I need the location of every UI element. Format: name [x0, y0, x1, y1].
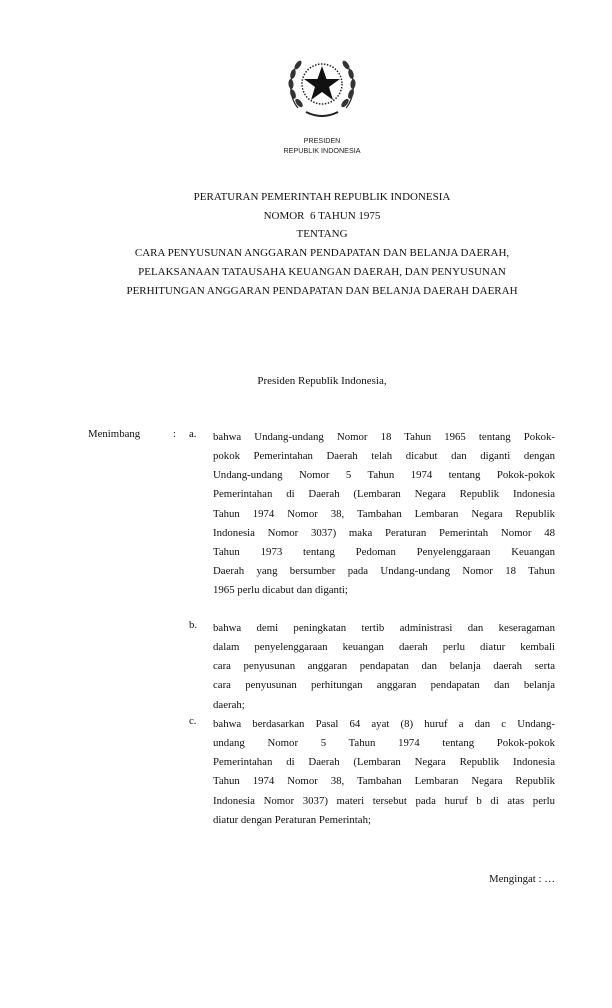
text-line: Tahun 1974 Nomor 38, Tambahan Lembaran Negara Republik: [213, 775, 555, 788]
emblem-caption-line1: PRESIDEN: [303, 136, 341, 145]
text-line: bahwa demi peningkatan tertib administrasi dan keseragaman: [213, 622, 555, 634]
item-text: [213, 619, 555, 715]
continuation-note: Mengingat : …: [489, 873, 555, 885]
text-line: Tahun 1973 tentang Pedoman Penyelenggaraan Keuangan: [213, 545, 555, 558]
emblem-caption-line2: REPUBLIK INDONESIA: [283, 146, 361, 155]
text-line: Indonesia Nomor 3037) maka Peraturan Pemerintah Nomor 48: [213, 526, 555, 539]
text-line: bahwa berdasarkan Pasal 64 ayat (8) huruf a dan c Undang-: [213, 718, 555, 730]
text-line: Pemerintahan di Daerah (Lembaran Negara Republik Indonesia: [213, 756, 555, 769]
item-marker: c.: [189, 715, 197, 727]
text-line: pokok Pemerintahan Daerah telah dicabut dan diganti dengan: [213, 450, 555, 463]
item-text: [213, 715, 555, 830]
title-line: PELAKSANAAN TATAUSAHA KEUANGAN DAERAH, DAN PENYUSUNAN: [138, 265, 506, 278]
text-line: Pemerintahan di Daerah (Lembaran Negara Republik Indonesia: [213, 488, 555, 501]
title-line: NOMOR 6 TAHUN 1975: [263, 209, 381, 222]
opening-phrase: Presiden Republik Indonesia,: [257, 375, 387, 387]
text-line: cara penyusunan perhitungan anggaran pendapatan dan belanja: [213, 679, 555, 692]
text-line: Daerah yang bersumber pada Undang-undang Nomor 18 Tahun: [213, 564, 555, 577]
text-line: Tahun 1974 Nomor 38, Tambahan Lembaran Negara Republik: [213, 507, 555, 520]
text-line: cara penyusunan anggaran pendapatan dan belanja daerah serta: [213, 660, 555, 673]
title-line: CARA PENYUSUNAN ANGGARAN PENDAPATAN DAN BELANJA DAERAH,: [134, 247, 510, 260]
text-line: dalam penyelenggaraan keuangan daerah perlu diatur kembali: [213, 641, 555, 654]
text-line: diatur dengan Peraturan Pemerintah;: [213, 813, 371, 826]
text-line: Undang-undang Nomor 5 Tahun 1974 tentang Pokok-pokok: [213, 469, 555, 482]
menimbang-colon: :: [173, 428, 176, 440]
title-line: PERATURAN PEMERINTAH REPUBLIK INDONESIA: [193, 191, 451, 203]
text-line: Indonesia Nomor 3037) materi tersebut pada huruf b di atas perlu: [213, 794, 555, 807]
item-marker: b.: [189, 619, 198, 631]
document-title: [0, 188, 612, 300]
text-line: undang Nomor 5 Tahun 1974 tentang Pokok-pokok: [213, 737, 555, 750]
text-line: bahwa Undang-undang Nomor 18 Tahun 1965 tentang Pokok-: [213, 431, 555, 443]
title-line: TENTANG: [296, 228, 348, 241]
title-line: PERHITUNGAN ANGGARAN PENDAPATAN DAN BELANJA DAERAH DAERAH: [126, 284, 518, 297]
item-text: [213, 428, 555, 600]
item-marker: a.: [189, 428, 197, 440]
menimbang-label: Menimbang: [88, 428, 141, 440]
garuda-star-emblem-icon: [284, 48, 360, 124]
text-line: 1965 perlu dicabut dan diganti;: [213, 584, 348, 597]
text-line: daerah;: [213, 698, 245, 711]
